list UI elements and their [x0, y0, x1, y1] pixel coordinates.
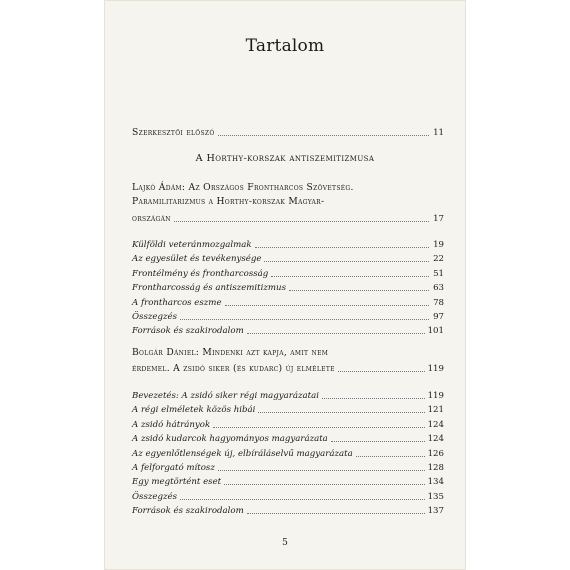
toc-entry-page: 101: [427, 326, 444, 337]
leader-dots: [356, 456, 425, 457]
toc-entry-page: 124: [427, 419, 444, 430]
chapter-heading-1: [132, 181, 444, 209]
toc-entry: [132, 473, 444, 487]
toc-entry-page: 119: [427, 391, 444, 401]
leader-dots: [247, 513, 425, 514]
leader-dots: [218, 135, 429, 136]
toc-entry-label: A zsidó kudarcok hagyományos magyarázata: [132, 434, 328, 445]
leader-dots: [322, 398, 425, 399]
toc-entry-label: A régi elméletek közös hibái: [132, 405, 256, 416]
chapter-heading-line: Bolgár Dániel: Mindenki azt kapja, amit nem: [132, 347, 329, 358]
toc-entry: [132, 265, 444, 279]
leader-dots: [331, 441, 425, 442]
leader-dots: [289, 290, 429, 291]
leader-dots: [258, 412, 424, 413]
toc-entry: [132, 387, 444, 401]
toc-entry-label: Források és szakirodalom: [132, 326, 244, 337]
toc-entry: [132, 459, 444, 473]
toc-entry: [132, 416, 444, 430]
chapter-heading-line: érdemel. A zsidó siker (és kudarc) új elmélete: [132, 363, 335, 374]
page-number: 5: [282, 538, 288, 548]
toc-entry-page: 121: [427, 405, 444, 416]
chapter-heading-line: Lajkó Ádám: Az Országos Frontharcos Szövetség.: [132, 182, 354, 193]
chapter-heading-row-2: [132, 360, 444, 374]
leader-dots: [180, 499, 425, 500]
leader-dots: [174, 221, 429, 222]
toc-entry: [132, 488, 444, 502]
chapter-heading-2: [132, 346, 444, 360]
toc-entry-label: Frontharcosság és antiszemitizmus: [132, 283, 286, 294]
toc-entry-page: 17: [433, 214, 444, 224]
chapter-heading-row-1: [132, 210, 444, 224]
toc-entry-label: Szerkesztői előszó: [132, 127, 215, 138]
toc-entry: [132, 430, 444, 444]
toc-entry-label: Az egyesület és tevékenysége: [132, 254, 262, 265]
toc-entry-label: Összegzés: [132, 312, 178, 322]
toc-entry-page: 128: [427, 463, 444, 473]
toc-entry-label: Külföldi veteránmozgalmak: [132, 240, 252, 250]
leader-dots: [271, 276, 429, 277]
toc-entry-page: 124: [427, 434, 444, 445]
leader-dots: [180, 319, 429, 320]
leader-dots: [247, 333, 425, 334]
toc-entry-page: 134: [427, 477, 444, 488]
toc-entry-label: Összegzés: [132, 491, 178, 502]
toc-entry-page: 78: [433, 297, 444, 308]
leader-dots: [338, 371, 425, 372]
leader-dots: [255, 247, 429, 248]
toc-entry: [132, 445, 444, 459]
toc-entry: [132, 294, 444, 308]
toc-entry-label: A felforgató mítosz: [132, 463, 215, 473]
toc-entry: [132, 279, 444, 293]
toc-entry-page: 135: [427, 491, 444, 502]
toc-entry-page: 126: [427, 448, 444, 459]
toc-entry-label: Az egyenlőtlenségek új, elbíráláselvű magyarázata: [132, 448, 353, 459]
toc-entry: [132, 502, 444, 516]
toc-entry-page: 63: [433, 283, 444, 294]
chapter-heading-line: Paramilitarizmus a Horthy-korszak Magyar-: [132, 196, 325, 207]
toc-entry: [132, 308, 444, 322]
toc-entry-label: Frontélmény és frontharcosság: [132, 268, 269, 279]
toc-entry-page: 97: [433, 312, 444, 322]
toc-entry: [132, 401, 444, 415]
toc-entry-page: 119: [427, 364, 444, 374]
toc-entry: [132, 250, 444, 264]
toc-entry-page: 137: [427, 506, 444, 517]
toc-entry-page: 19: [433, 240, 444, 250]
toc-entry-label: A zsidó hátrányok: [132, 419, 211, 430]
leader-dots: [225, 305, 429, 306]
toc-entry-label: Egy megtörtént eset: [132, 477, 222, 488]
page-title: Tartalom: [245, 36, 325, 56]
toc-entry-page: 22: [433, 254, 444, 265]
toc-entry-page: 51: [433, 268, 444, 279]
leader-dots: [218, 470, 425, 471]
toc-entry-page: 11: [433, 128, 444, 138]
leader-dots: [213, 427, 424, 428]
section-heading: A Horthy-korszak antiszemitizmusa: [195, 153, 375, 164]
toc-entry-label: Források és szakirodalom: [132, 506, 244, 517]
toc-entry-preface: [132, 124, 444, 138]
chapter-heading-line: országán: [132, 213, 171, 224]
leader-dots: [264, 261, 429, 262]
leader-dots: [224, 484, 424, 485]
toc-entry-label: Bevezetés: A zsidó siker régi magyarázatai: [132, 391, 319, 401]
toc-entry: [132, 236, 444, 250]
toc-entry: [132, 322, 444, 336]
toc-entry-label: A frontharcos eszme: [132, 297, 222, 308]
